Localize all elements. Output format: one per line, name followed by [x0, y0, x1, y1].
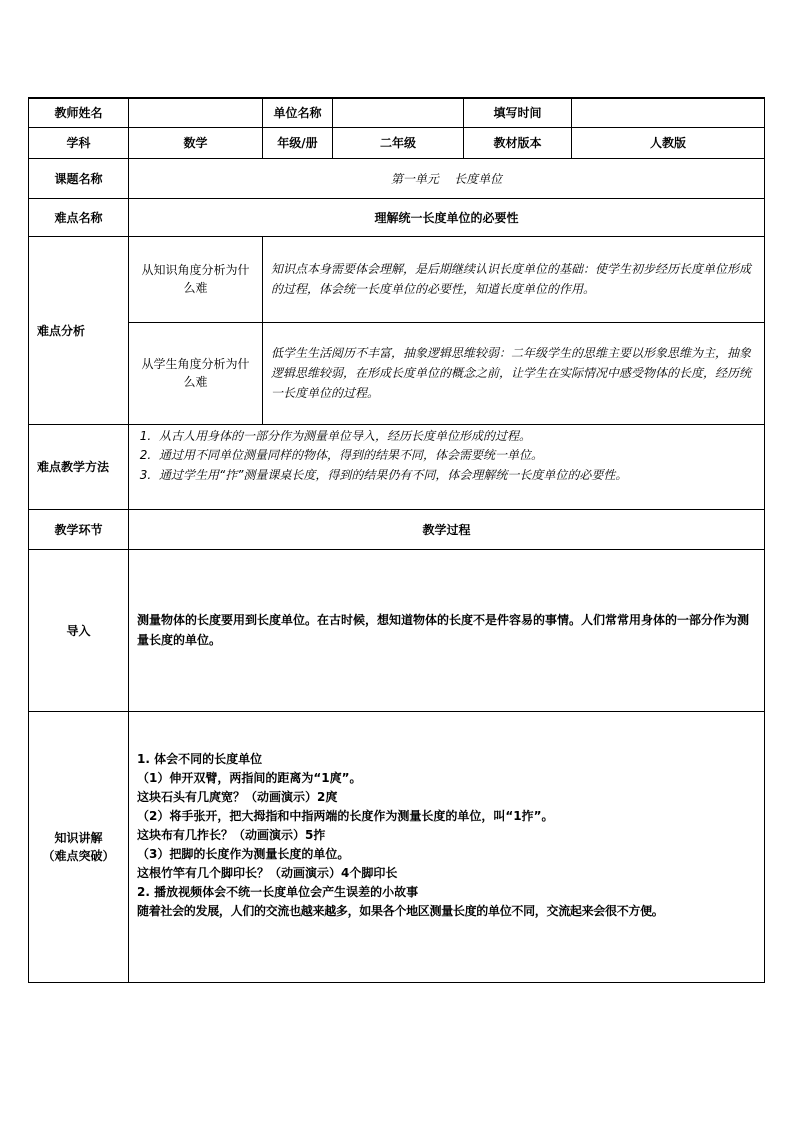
process-line: 随着社会的发展，人们的交流也越来越多，如果各个地区测量长度的单位不同，交流起来会很不方便。 [137, 903, 664, 918]
analysis-row-student [29, 322, 765, 424]
subject-value: 数学 [129, 127, 263, 158]
lesson-plan-table [28, 97, 765, 983]
header-row-2 [29, 127, 765, 158]
student-angle-text: 低学生生活阅历不丰富，抽象逻辑思维较弱：二年级学生的思维主要以形象思维为主，抽象逻辑思维较弱，在形成长度单位的概念之前，让学生在实际情况中感受物体的长度，经历统一长度单位的过程。 [263, 322, 765, 424]
unit-name-value [333, 98, 464, 127]
stage-label: 教学环节 [29, 509, 129, 549]
methods-cell [129, 424, 765, 509]
process-line: 2. 播放视频体会不统一长度单位会产生误差的小故事 [137, 884, 419, 899]
knowledge-process-cell [129, 711, 765, 982]
fill-date-label: 填写时间 [464, 98, 572, 127]
subject-label: 学科 [29, 127, 129, 158]
process-line: 这块布有几拃长？（动画演示）5拃 [137, 827, 326, 842]
knowledge-stage-label-line1: 知识讲解 [54, 830, 103, 845]
difficulty-label: 难点名称 [29, 198, 129, 236]
textbook-value: 人教版 [572, 127, 765, 158]
process-line: （1）伸开双臂，两指间的距离为“1庹”。 [137, 770, 362, 785]
process-line: （3）把脚的长度作为测量长度的单位。 [137, 846, 350, 861]
unit-name-label: 单位名称 [263, 98, 333, 127]
methods-item: 2. 通过用不同单位测量同样的物体，得到的结果不同，体会需要统一单位。 [155, 446, 756, 466]
fill-date-value [572, 98, 765, 127]
grade-value: 二年级 [333, 127, 464, 158]
knowledge-stage-label-line2: （难点突破） [42, 848, 115, 863]
knowledge-row [29, 711, 765, 982]
grade-label: 年级/册 [263, 127, 333, 158]
topic-row [29, 158, 765, 198]
textbook-label: 教材版本 [464, 127, 572, 158]
process-line: 1. 体会不同的长度单位 [137, 751, 263, 766]
teacher-name-label: 教师姓名 [29, 98, 129, 127]
analysis-label: 难点分析 [29, 236, 129, 424]
student-angle-label: 从学生角度分析为什么难 [129, 322, 263, 424]
knowledge-angle-label: 从知识角度分析为什么难 [129, 236, 263, 322]
header-row-1 [29, 98, 765, 127]
knowledge-stage-label [29, 711, 129, 982]
process-header-row [29, 509, 765, 549]
teacher-name-value [129, 98, 263, 127]
knowledge-angle-text: 知识点本身需要体会理解，是后期继续认识长度单位的基础：使学生初步经历长度单位形成的过程，体会统一长度单位的必要性，知道长度单位的作用。 [263, 236, 765, 322]
process-line: （2）将手张开，把大拇指和中指两端的长度作为测量长度的单位，叫“1拃”。 [137, 808, 554, 823]
methods-item: 3. 通过学生用“拃”测量课桌长度，得到的结果仍有不同，体会理解统一长度单位的必要性。 [155, 466, 756, 486]
difficulty-value: 理解统一长度单位的必要性 [129, 198, 765, 236]
methods-row [29, 424, 765, 509]
methods-list [129, 427, 764, 486]
difficulty-row [29, 198, 765, 236]
process-label: 教学过程 [129, 509, 765, 549]
methods-item: 1. 从古人用身体的一部分作为测量单位导入，经历长度单位形成的过程。 [155, 427, 756, 447]
intro-label: 导入 [29, 549, 129, 711]
process-line: 这块石头有几庹宽？（动画演示）2庹 [137, 789, 338, 804]
methods-label: 难点教学方法 [29, 424, 129, 509]
intro-row [29, 549, 765, 711]
analysis-row-knowledge [29, 236, 765, 322]
topic-label: 课题名称 [29, 158, 129, 198]
topic-value: 第一单元 长度单位 [129, 158, 765, 198]
process-line: 这根竹竿有几个脚印长？（动画演示）4个脚印长 [137, 865, 398, 880]
intro-text: 测量物体的长度要用到长度单位。在古时候，想知道物体的长度不是件容易的事情。人们常常用身体的一部分作为测量长度的单位。 [129, 549, 765, 711]
